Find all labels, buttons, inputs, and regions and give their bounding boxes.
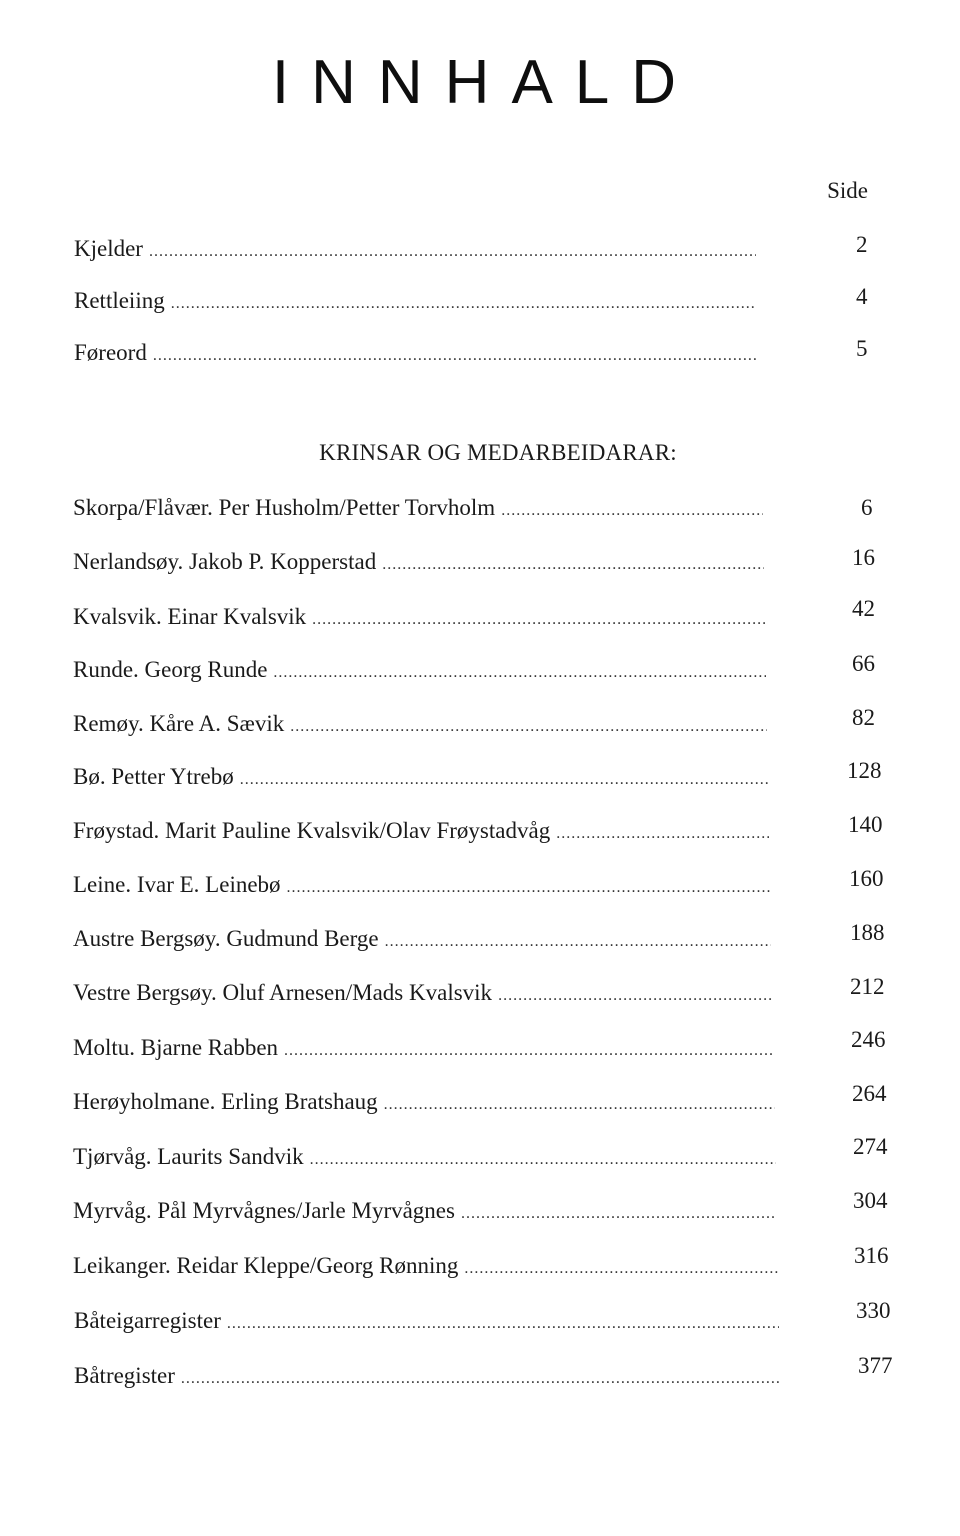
toc-entry [73, 705, 875, 737]
dot-leader [461, 1205, 777, 1223]
toc-entry [73, 1081, 887, 1115]
toc-entry-page: 140 [848, 812, 883, 837]
toc-entry-label: Leikanger. Reidar Kleppe/Georg Rønning [73, 1253, 459, 1278]
dot-leader [273, 664, 766, 682]
toc-entry-page: 316 [854, 1243, 889, 1268]
dot-leader [498, 987, 773, 1005]
page-title: INNHALD [271, 48, 699, 117]
toc-entry-page: 188 [850, 920, 885, 945]
toc-entry [74, 284, 868, 314]
toc-entry-label: Vestre Bergsøy. Oluf Arnesen/Mads Kvalsvik [73, 980, 493, 1005]
toc-entry-page: 264 [852, 1081, 887, 1106]
toc-entry [73, 651, 875, 683]
toc-entry [73, 1134, 888, 1170]
page-column-heading: Side [827, 178, 868, 203]
dot-leader [227, 1315, 779, 1333]
toc-entry-page: 304 [853, 1188, 888, 1213]
toc-entry [73, 758, 882, 790]
toc-entry [73, 920, 885, 952]
dot-leader [171, 295, 756, 313]
dot-leader [501, 502, 763, 520]
toc-entry-label: Båtregister [74, 1363, 175, 1388]
toc-entry-page: 42 [852, 596, 875, 621]
toc-entry-page: 4 [856, 284, 868, 309]
toc-entry [73, 545, 875, 575]
toc-entry [74, 1353, 893, 1389]
toc-entry-label: Skorpa/Flåvær. Per Husholm/Petter Torvholm [73, 495, 496, 520]
toc-entry [73, 974, 885, 1006]
toc-entry [74, 232, 868, 262]
dot-leader [149, 243, 756, 261]
toc-entry-label: Kvalsvik. Einar Kvalsvik [73, 604, 307, 629]
toc-entry-label: Tjørvåg. Laurits Sandvik [73, 1144, 304, 1169]
toc-entry [74, 1298, 891, 1334]
toc-entry-label: Moltu. Bjarne Rabben [73, 1035, 279, 1060]
toc-entry-page: 246 [851, 1027, 886, 1052]
dot-leader [384, 1096, 775, 1114]
toc-entry-page: 6 [861, 495, 873, 520]
toc-entry-label: Bø. Petter Ytrebø [73, 764, 234, 789]
dot-leader [284, 1042, 774, 1060]
toc-entry-page: 160 [849, 866, 884, 891]
toc-entry-page: 330 [856, 1298, 891, 1323]
toc-entry-label: Kjelder [74, 236, 143, 261]
toc-entry-label: Båteigarregister [74, 1308, 221, 1333]
toc-entry-page: 2 [856, 232, 868, 257]
toc-entry-label: Føreord [74, 340, 147, 365]
toc-entry-label: Runde. Georg Runde [73, 657, 268, 682]
toc-entry-label: Austre Bergsøy. Gudmund Berge [73, 926, 379, 951]
toc-entry-page: 128 [847, 758, 882, 783]
dot-leader [153, 347, 756, 365]
toc-entry-page: 212 [850, 974, 885, 999]
toc-entry-page: 82 [852, 705, 875, 730]
dot-leader [382, 556, 764, 574]
dot-leader [240, 771, 768, 789]
toc-entry [73, 866, 884, 898]
toc-entry-page: 5 [856, 336, 868, 361]
dot-leader [556, 825, 769, 843]
toc-entry [73, 596, 875, 630]
dot-leader [464, 1260, 778, 1278]
toc-entry-label: Rettleiing [74, 288, 165, 313]
toc-entry-label: Nerlandsøy. Jakob P. Kopperstad [73, 549, 377, 574]
dot-leader [181, 1370, 780, 1388]
dot-leader [385, 933, 771, 951]
dot-leader [312, 611, 765, 629]
toc-entry [73, 495, 873, 521]
toc-entry-label: Myrvåg. Pål Myrvågnes/Jarle Myrvågnes [73, 1198, 455, 1223]
toc-entry-label: Leine. Ivar E. Leinebø [73, 872, 281, 897]
toc-entry-label: Herøyholmane. Erling Bratshaug [73, 1089, 378, 1114]
dot-leader [290, 718, 767, 736]
dot-leader [287, 879, 770, 897]
toc-entry [73, 812, 883, 844]
toc-entry-page: 16 [852, 545, 875, 570]
toc-entry [73, 1188, 888, 1224]
toc-entry [74, 336, 868, 366]
section-heading: KRINSAR OG MEDARBEIDARAR: [319, 440, 677, 465]
toc-entry-label: Frøystad. Marit Pauline Kvalsvik/Olav Frøystadvåg [73, 818, 551, 843]
toc-entry-label: Remøy. Kåre A. Sævik [73, 711, 285, 736]
toc-entry-page: 274 [853, 1134, 888, 1159]
toc-entry-page: 66 [852, 651, 875, 676]
toc-entry [73, 1027, 886, 1061]
dot-leader [310, 1151, 776, 1169]
toc-entry-page: 377 [858, 1353, 893, 1378]
toc-entry [73, 1243, 889, 1279]
